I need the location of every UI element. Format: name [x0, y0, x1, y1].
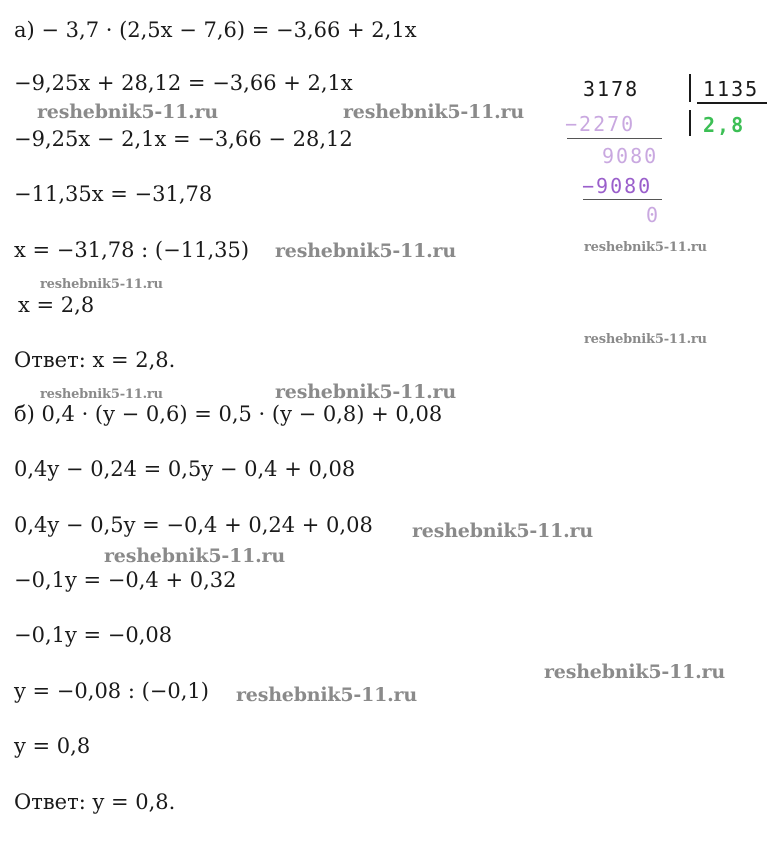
dividend: 3178 [583, 77, 640, 101]
watermark: reshebnik5-11.ru [275, 381, 456, 403]
division-bar-upper [689, 74, 691, 102]
answer-b: Ответ: y = 0,8. [14, 790, 176, 814]
subtract-2-line [583, 199, 662, 200]
watermark: reshebnik5-11.ru [236, 684, 417, 706]
division-bar-lower [689, 110, 691, 136]
watermark: reshebnik5-11.ru [104, 545, 285, 567]
equation-b-line-1: б) 0,4 · (y − 0,6) = 0,5 · (y − 0,8) + 0,08 [14, 402, 443, 426]
equation-b-line-2: 0,4y − 0,24 = 0,5y − 0,4 + 0,08 [14, 457, 356, 481]
equation-a-line-6: x = 2,8 [18, 293, 95, 317]
divisor-underline [697, 102, 767, 104]
subtract-1-line [567, 138, 662, 139]
watermark: reshebnik5-11.ru [40, 387, 163, 402]
equation-b-line-7: y = 0,8 [14, 734, 91, 758]
equation-a-line-2: −9,25x + 28,12 = −3,66 + 2,1x [14, 71, 353, 95]
watermark: reshebnik5-11.ru [584, 332, 707, 347]
subtract-2: −9080 [582, 174, 653, 198]
equation-a-line-3: −9,25x − 2,1x = −3,66 − 28,12 [14, 127, 353, 151]
watermark: reshebnik5-11.ru [275, 240, 456, 262]
equation-a-line-4: −11,35x = −31,78 [14, 182, 213, 206]
watermark: reshebnik5-11.ru [544, 661, 725, 683]
watermark: reshebnik5-11.ru [40, 277, 163, 292]
watermark: reshebnik5-11.ru [37, 101, 218, 123]
equation-b-line-3: 0,4y − 0,5y = −0,4 + 0,24 + 0,08 [14, 513, 373, 537]
equation-b-line-5: −0,1y = −0,08 [14, 623, 173, 647]
quotient: 2,8 [703, 113, 746, 137]
equation-b-line-4: −0,1y = −0,4 + 0,32 [14, 568, 237, 592]
watermark: reshebnik5-11.ru [343, 101, 524, 123]
equation-a-line-1: а) − 3,7 · (2,5x − 7,6) = −3,66 + 2,1x [14, 18, 417, 42]
watermark: reshebnik5-11.ru [584, 240, 707, 255]
divisor: 1135 [703, 77, 760, 101]
subtract-1: −2270 [565, 112, 636, 136]
watermark: reshebnik5-11.ru [412, 520, 593, 542]
equation-b-line-6: y = −0,08 : (−0,1) [14, 679, 209, 703]
remainder-1: 9080 [602, 144, 659, 168]
final-remainder: 0 [646, 203, 661, 227]
equation-a-line-5: x = −31,78 : (−11,35) [14, 238, 250, 262]
answer-a: Ответ: x = 2,8. [14, 348, 176, 372]
